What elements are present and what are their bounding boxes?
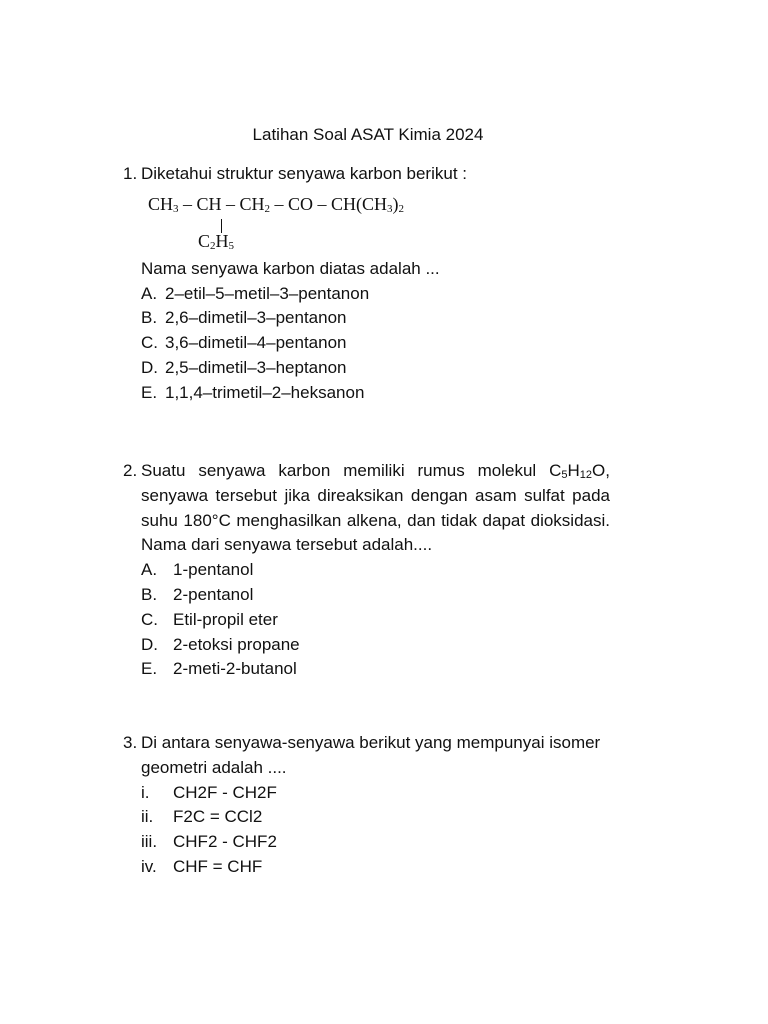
option-c: C. Etil-propil eter (141, 609, 278, 629)
question-stem: Di antara senyawa-senyawa berikut yang mempunyai isomer geometri adalah .... (141, 733, 601, 777)
option-d: D. 2,5–dimetil–3–heptanon (141, 357, 347, 377)
option-b: B. 2,6–dimetil–3–pentanon (141, 308, 347, 328)
question-stem: Diketahui struktur senyawa karbon berikut : (141, 164, 467, 183)
option-a: A. 1-pentanol (141, 560, 254, 580)
formula-branch: $C_2H_5$ (198, 230, 235, 252)
option-i: i. CH2F - CH2F (141, 782, 277, 802)
option-iii: iii. CHF2 - CHF2 (141, 832, 277, 852)
question-3 (123, 731, 610, 880)
answer-options (141, 282, 610, 406)
option-b: B. 2-pentanol (141, 584, 254, 604)
question-1 (123, 162, 610, 406)
option-ii: ii. F2C = CCl2 (141, 807, 263, 827)
question-2 (123, 459, 610, 682)
structural-formula (148, 187, 610, 257)
page-title: Latihan Soal ASAT Kimia 2024 (252, 125, 484, 144)
option-c: C. 3,6–dimetil–4–pentanon (141, 333, 347, 353)
question-stem: Suatu senyawa karbon memiliki rumus molekul $C_5H_{12}O$, senyawa tersebut jika direaksikan dengan asam sulfat pada suhu 180°C menghasilkan alkena, dan tidak dapat dioksidasi. Nama dari senyawa tersebut adalah.... (141, 461, 610, 555)
option-d: D. 2-etoksi propane (141, 634, 300, 654)
option-iv: iv. CHF = CHF (141, 856, 263, 876)
answer-options (141, 558, 610, 682)
question-number: 3. (123, 733, 138, 752)
question-number: 1. (123, 164, 138, 183)
option-a: A. 2–etil–5–metil–3–pentanon (141, 283, 370, 303)
formula-main-chain: $CH_3$ – CH – $CH_2$ – CO – $CH(CH_3)_2$ (148, 193, 405, 215)
question-number: 2. (123, 461, 138, 480)
answer-options (141, 781, 610, 880)
option-e: E. 1,1,4–trimetil–2–heksanon (141, 382, 365, 402)
option-e: E. 2-meti-2-butanol (141, 659, 297, 679)
question-prompt: Nama senyawa karbon diatas adalah ... (141, 258, 440, 278)
